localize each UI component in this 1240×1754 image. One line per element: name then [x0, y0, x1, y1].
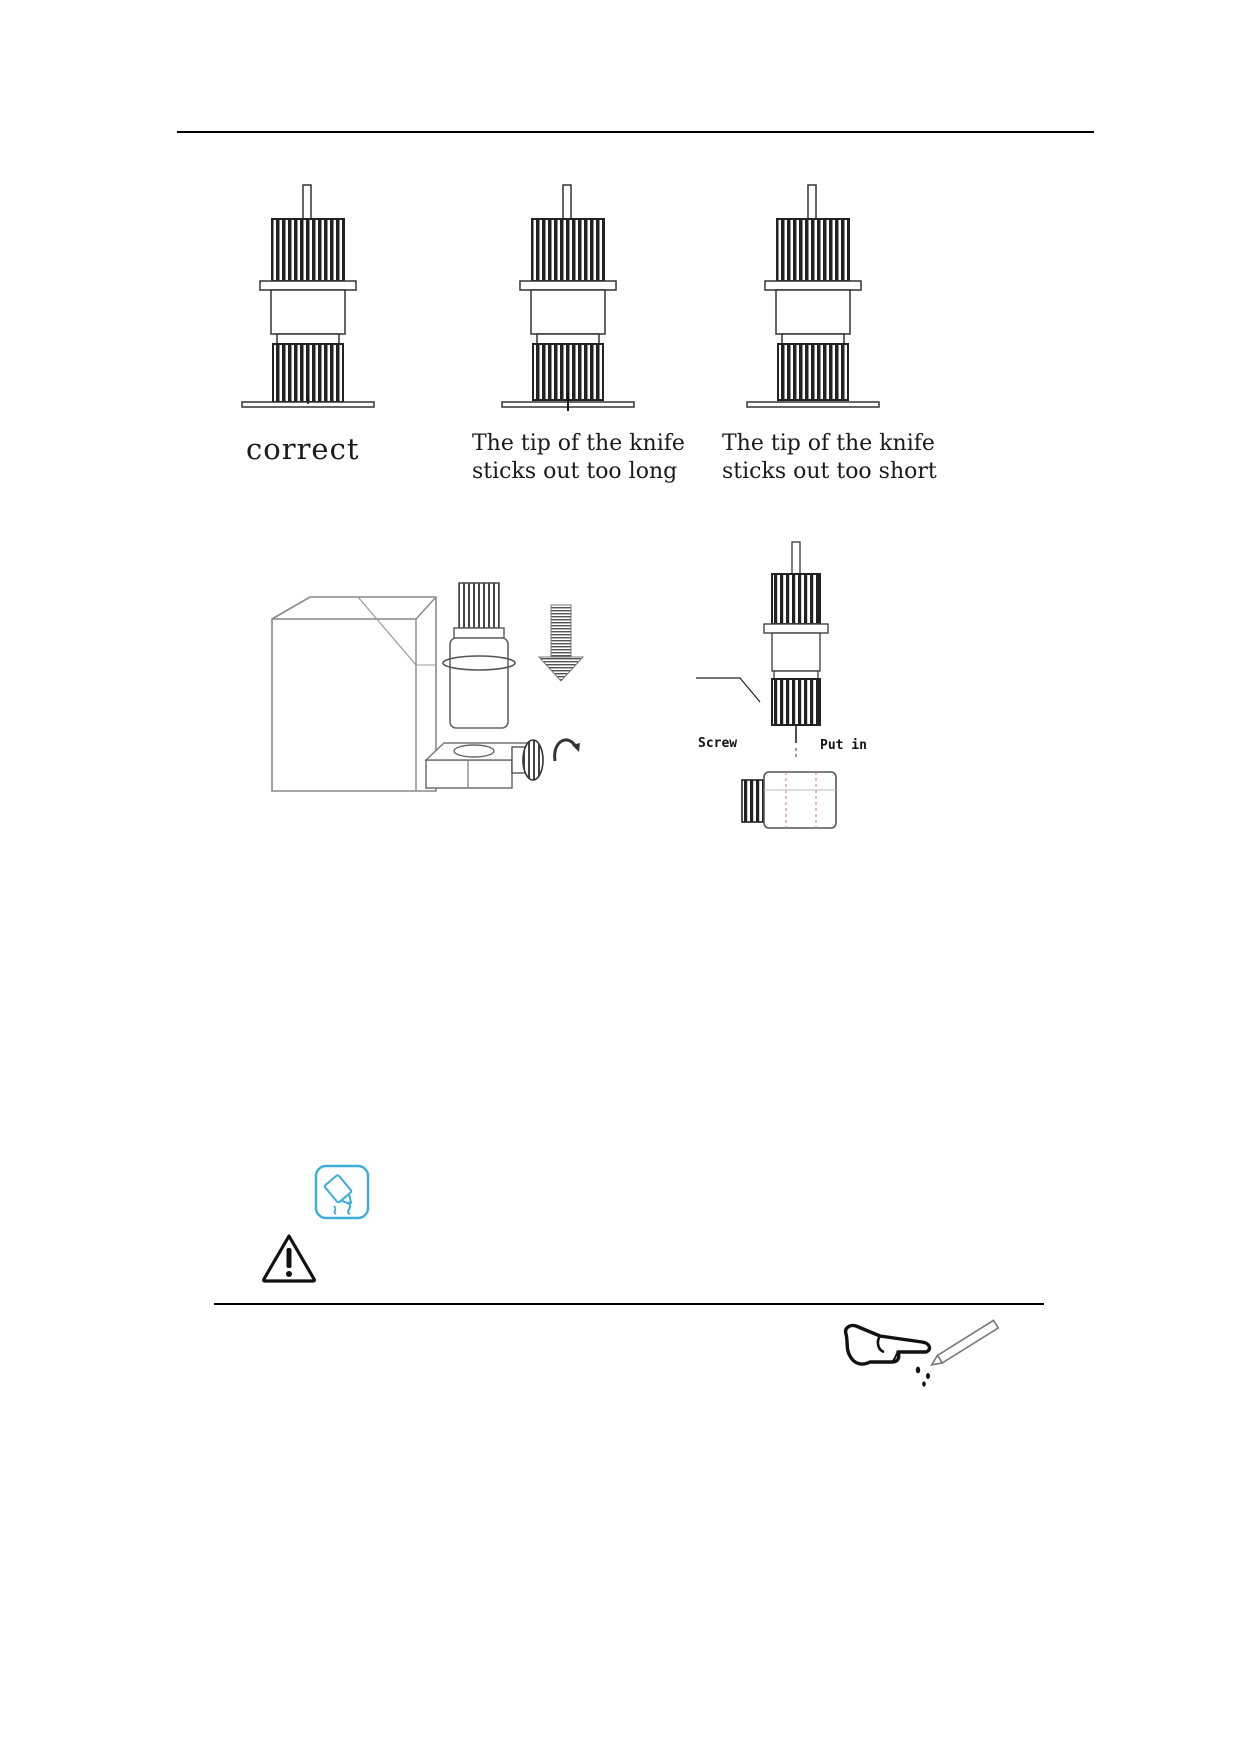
caption-too-short-line2: sticks out too short — [722, 459, 937, 484]
caption-too-long-line2: sticks out too long — [472, 459, 678, 484]
holder-installation-illustration — [268, 535, 608, 825]
caption-correct: correct — [246, 432, 360, 466]
caption-too-short-line1: The tip of the knife — [722, 431, 935, 456]
knife-holder-too-long-illustration — [500, 185, 640, 415]
caption-too-long-line1: The tip of the knife — [472, 431, 685, 456]
caption-too-long — [472, 430, 685, 486]
hand-pointing-pen-icon — [840, 1320, 1010, 1392]
warning-triangle-icon — [260, 1232, 318, 1284]
footer-rule — [214, 1303, 1044, 1305]
knife-holder-too-short-illustration — [745, 185, 885, 415]
caption-too-short — [722, 430, 937, 486]
label-screw: Screw — [698, 736, 738, 751]
label-put-in: Put in — [820, 738, 867, 753]
holder-screw-figure — [690, 540, 930, 830]
knife-depth-figure — [0, 0, 1240, 520]
glue-tip-icon — [314, 1164, 370, 1220]
holder-screw-illustration — [690, 540, 930, 830]
knife-holder-correct-illustration — [240, 185, 380, 415]
